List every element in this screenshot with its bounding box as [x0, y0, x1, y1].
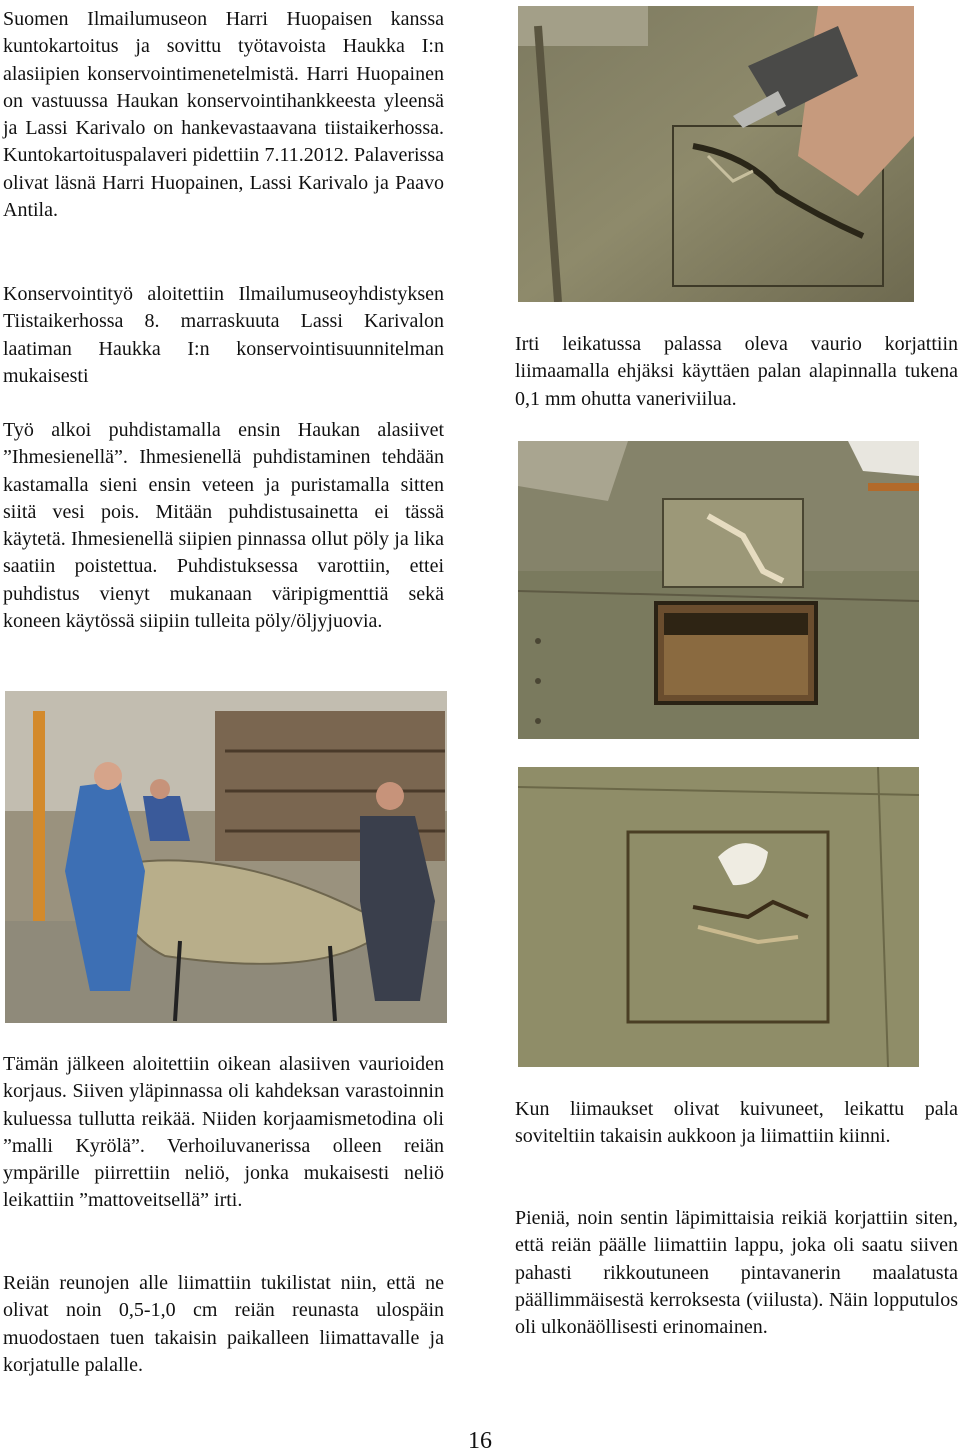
paragraph-start: Konservointityö aloitettiin Ilmailumuseoyhdistyksen Tiistaikerhossa 8. marraskuuta Lassi Karivalon laatiman Haukka I:n konservointisuunnitelman mukaisesti	[3, 283, 444, 387]
paragraph-intro: Suomen Ilmailumuseon Harri Huopaisen kanssa kuntokartoitus ja sovittu työtavoista Haukka I:n alasiipien konservointimenetelmistä. Harri Huopainen on vastuussa Haukan konservointihankkeesta yleensä ja Lassi Karivalo on hankevastaavana tiistaikerhossa. Kuntokartoituspalaveri pidettiin 7.11.2012. Palaverissa olivat läsnä Harri Huopainen, Lassi Karivalo ja Paavo Antila.	[3, 8, 444, 222]
paragraph-small-holes: Pieniä, noin sentin läpimittaisia reikiä korjattiin siten, että reiän päälle liimattiin lappu, joka oli saatu siiven pahasti rikkoutuneen pintavanerin maalatusta päällimmäisestä kerroksesta (viilusta). Näin lopputulos oli ulkonäöllisesti erinomainen.	[515, 1207, 958, 1339]
photo-knife-cutting	[518, 6, 914, 302]
photo-repaired-damage	[518, 767, 919, 1067]
paragraph-repair: Tämän jälkeen aloitettiin oikean alasiiven vaurioiden korjaus. Siiven yläpinnassa oli kahdeksan varastoinnin kuluessa tullutta reikää. Niiden korjaamismetodina oli ”malli Kyrölä”. Verhoiluvanerissa olleen reiän ympärille piirrettiin neliö, jonka mukaisesti neliö leikattiin ”mattoveitsellä” irti.	[3, 1053, 444, 1212]
photo-cut-hole	[518, 441, 919, 739]
paragraph-support-strips: Reiän reunojen alle liimattiin tukilistat niin, että ne olivat noin 0,5-1,0 cm reiän reunasta ulospäin muodostaen tuen takaisin paikalleen liimattavalle ja korjatulle palalle.	[3, 1272, 444, 1376]
page-number: 16	[468, 1428, 492, 1454]
caption-cut-piece: Irti leikatussa palassa oleva vaurio korjattiin liimaamalla ehjäksi käyttäen palan alapinnalla tukena 0,1 mm ohutta vaneriviilua.	[515, 333, 958, 410]
paragraph-refit: Kun liimaukset olivat kuivuneet, leikattu pala soviteltiin takaisin aukkoon ja liimattiin kiinni.	[515, 1098, 958, 1148]
photo-workshop-cleaning	[5, 691, 447, 1023]
paragraph-cleaning: Työ alkoi puhdistamalla ensin Haukan alasiivet ”Ihmesienellä”. Ihmesienellä puhdistaminen tehdään kastamalla sieni ensin veteen ja puristamalla sitten siitä vesi pois. Mitään puhdistusainetta ei tässä käytetä. Ihmesienellä siipien pinnassa ollut pöly ja lika saatiin poistettua. Puhdistuksessa varottiin, ettei puhdistus vienyt mukanaan väripigmenttiä sekä koneen käytössä siipiin tulleita pöly/öljyjuovia.	[3, 419, 444, 633]
